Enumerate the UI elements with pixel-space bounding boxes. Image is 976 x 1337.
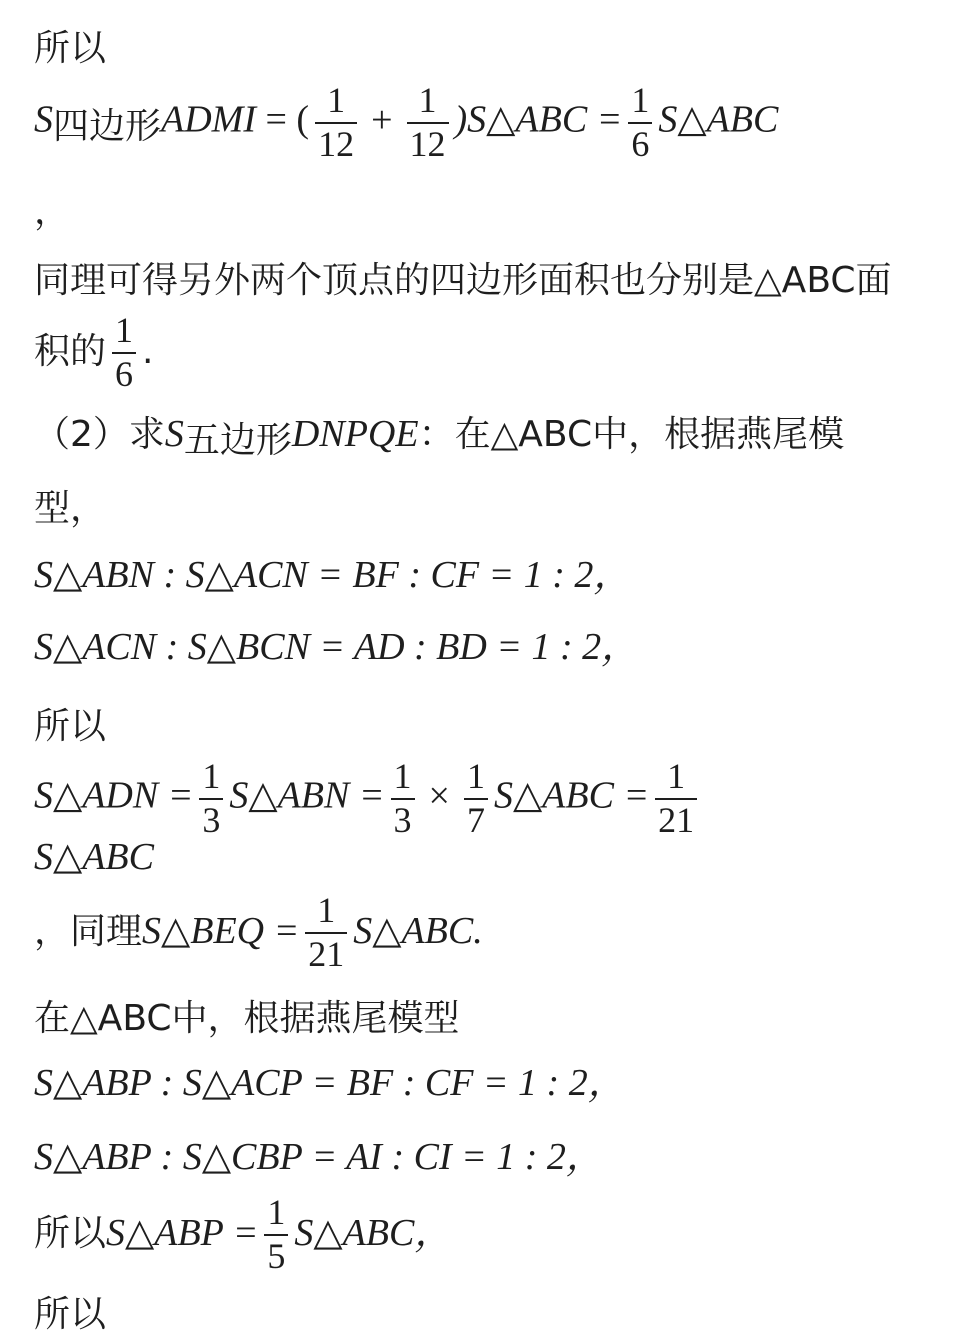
numerator: 1 bbox=[112, 312, 136, 354]
formula-line: S△ABP : S△ACP = BF : CF = 1 : 2， bbox=[34, 1062, 626, 1104]
text-line bbox=[34, 1194, 452, 1276]
text-line bbox=[34, 892, 483, 974]
text-line: 同理可得另外两个顶点的四边形面积也分别是△ABC面 bbox=[34, 260, 892, 301]
text-line: ， bbox=[34, 191, 71, 232]
text-line: 型， bbox=[34, 488, 107, 529]
math-term: + bbox=[371, 98, 393, 141]
fraction bbox=[315, 82, 357, 164]
denominator: 21 bbox=[308, 933, 345, 974]
numerator: 1 bbox=[315, 82, 357, 124]
math-term: S△ABC， bbox=[294, 1211, 453, 1254]
math-term: ADMI bbox=[161, 98, 256, 141]
formula-line: S△ABC bbox=[34, 836, 154, 878]
text-span: 积的 bbox=[34, 330, 107, 372]
numerator: 1 bbox=[464, 758, 488, 800]
text-span: . bbox=[142, 330, 154, 372]
math-term: S bbox=[164, 413, 184, 455]
numerator: 1 bbox=[391, 758, 415, 800]
math-term: S△BEQ = bbox=[142, 909, 300, 952]
denominator: 21 bbox=[658, 799, 695, 840]
denominator: 3 bbox=[202, 799, 221, 840]
math-term: S bbox=[34, 98, 53, 141]
numerator: 1 bbox=[407, 82, 449, 124]
fraction bbox=[628, 82, 652, 164]
fraction bbox=[199, 758, 223, 840]
fraction bbox=[407, 82, 449, 164]
text-line: 所以 bbox=[34, 706, 107, 747]
text-line bbox=[34, 406, 845, 461]
math-term: )S△ABC = bbox=[454, 98, 623, 141]
numerator: 1 bbox=[655, 758, 697, 800]
denominator: 7 bbox=[466, 799, 485, 840]
fraction bbox=[264, 1194, 288, 1276]
denominator: 12 bbox=[409, 123, 446, 164]
text-line: 所以 bbox=[34, 28, 107, 69]
formula-line bbox=[34, 82, 778, 164]
math-term: DNPQE bbox=[291, 413, 419, 455]
math-term: = ( bbox=[265, 98, 310, 141]
fraction bbox=[464, 758, 488, 840]
numerator: 1 bbox=[628, 82, 652, 124]
formula-line: S△ABP : S△CBP = AI : CI = 1 : 2， bbox=[34, 1136, 604, 1178]
text-span: （2）求 bbox=[34, 414, 165, 455]
fraction bbox=[655, 758, 697, 840]
text-span: 所以 bbox=[34, 1212, 107, 1254]
denominator: 3 bbox=[393, 799, 412, 840]
denominator: 12 bbox=[318, 123, 355, 164]
formula-line: S△ACN : S△BCN = AD : BD = 1 : 2， bbox=[34, 626, 640, 668]
numerator: 1 bbox=[305, 892, 347, 934]
fraction bbox=[305, 892, 347, 974]
text-span: ：在△ABC中，根据燕尾模 bbox=[418, 414, 845, 455]
text-line: 所以 bbox=[34, 1294, 107, 1335]
denominator: 6 bbox=[631, 123, 650, 164]
math-term: 五边形 bbox=[183, 420, 292, 461]
numerator: 1 bbox=[264, 1194, 288, 1236]
math-term: S△ABC = bbox=[493, 774, 650, 817]
math-term: × bbox=[428, 774, 450, 817]
math-term: S△ABC. bbox=[353, 909, 483, 952]
math-term: S△ADN = bbox=[34, 774, 194, 817]
math-term: S△ABP = bbox=[106, 1211, 259, 1254]
formula-line bbox=[34, 758, 703, 840]
math-term: 四边形 bbox=[53, 105, 162, 147]
denominator: 6 bbox=[115, 353, 134, 394]
numerator: 1 bbox=[199, 758, 223, 800]
math-term: S△ABC bbox=[658, 98, 779, 141]
text-line: 在△ABC中，根据燕尾模型 bbox=[34, 998, 460, 1039]
text-line bbox=[34, 312, 153, 394]
fraction bbox=[112, 312, 136, 394]
denominator: 5 bbox=[267, 1235, 286, 1276]
math-term: S△ABN = bbox=[229, 774, 385, 817]
fraction bbox=[391, 758, 415, 840]
text-span: ，同理 bbox=[34, 910, 143, 952]
formula-line: S△ABN : S△ACN = BF : CF = 1 : 2， bbox=[34, 554, 632, 596]
